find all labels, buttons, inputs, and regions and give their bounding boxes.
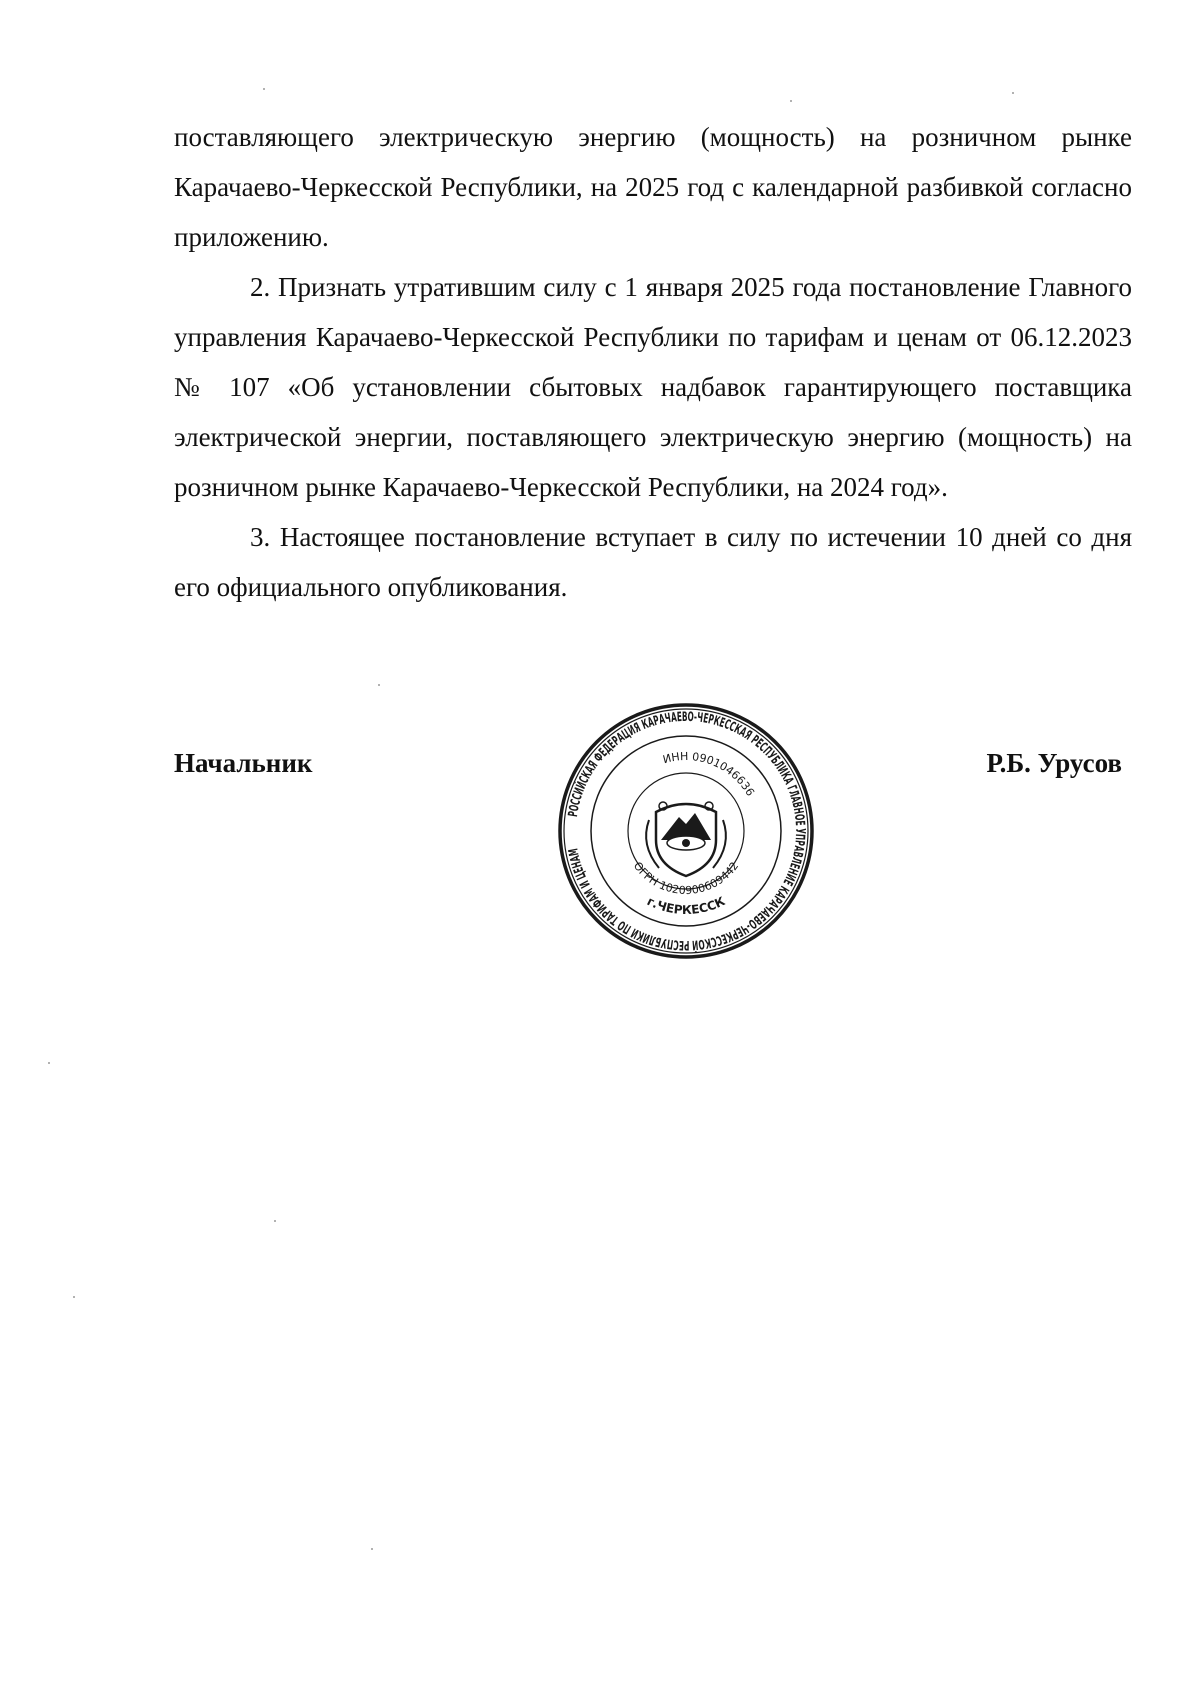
seal-ogrn-text-path: ОГРН 1020900609442 (630, 859, 742, 898)
paragraph-item-2: 2. Признать утратившим силу с 1 января 2025 года постановление Главного управления Карачаево-Черкесской Республики по тарифам и ценам от 06.12.2023 № 107 «Об установлении сбытовых надбавок гарантирующего поставщика электрической энергии, поставляющего электрическую энергию (мощность) на розничном рынке Карачаево-Черкесской Республики, на 2024 год». (174, 272, 1132, 502)
official-seal (555, 700, 817, 962)
scan-speck (73, 1296, 75, 1298)
scan-speck (263, 88, 265, 90)
paragraph-continuation: поставляющего электрическую энергию (мощность) на розничном рынке Карачаево-Черкесской Республики, на 2025 год с календарной разбивкой согласно приложению. (174, 122, 1132, 252)
scan-speck (1012, 92, 1014, 94)
scan-speck (371, 1548, 373, 1550)
coat-of-arms-emblem (646, 802, 726, 876)
signatory-name: Р.Б. Урусов (986, 748, 1122, 778)
seal-city-text (645, 894, 727, 917)
signatory-title: Начальник (174, 748, 313, 778)
scan-speck (790, 100, 792, 102)
seal-inn-text-path: ИНН 0901046636 (661, 749, 757, 799)
seal-outer-text-path: РОССИЙСКАЯ ФЕДЕРАЦИЯ КАРАЧАЕВО-ЧЕРКЕССКАЯ РЕСПУБЛИКА ГЛАВНОЕ УПРАВЛЕНИЕ КАРАЧАЕВО-ЧЕРКЕССКОЙ РЕСПУБЛИКИ ПО ТАРИФАМ И ЦЕНАМ (565, 709, 808, 953)
seal-ogrn-text (631, 860, 742, 898)
decree-body (174, 112, 1132, 612)
scan-speck (274, 1220, 276, 1222)
seal-city-text-path: г.ЧЕРКЕССК (644, 893, 728, 918)
scan-speck (378, 684, 380, 686)
scan-speck (48, 1062, 50, 1064)
paragraph-item-3: 3. Настоящее постановление вступает в силу по истечении 10 дней со дня его официального опубликования. (174, 522, 1132, 602)
